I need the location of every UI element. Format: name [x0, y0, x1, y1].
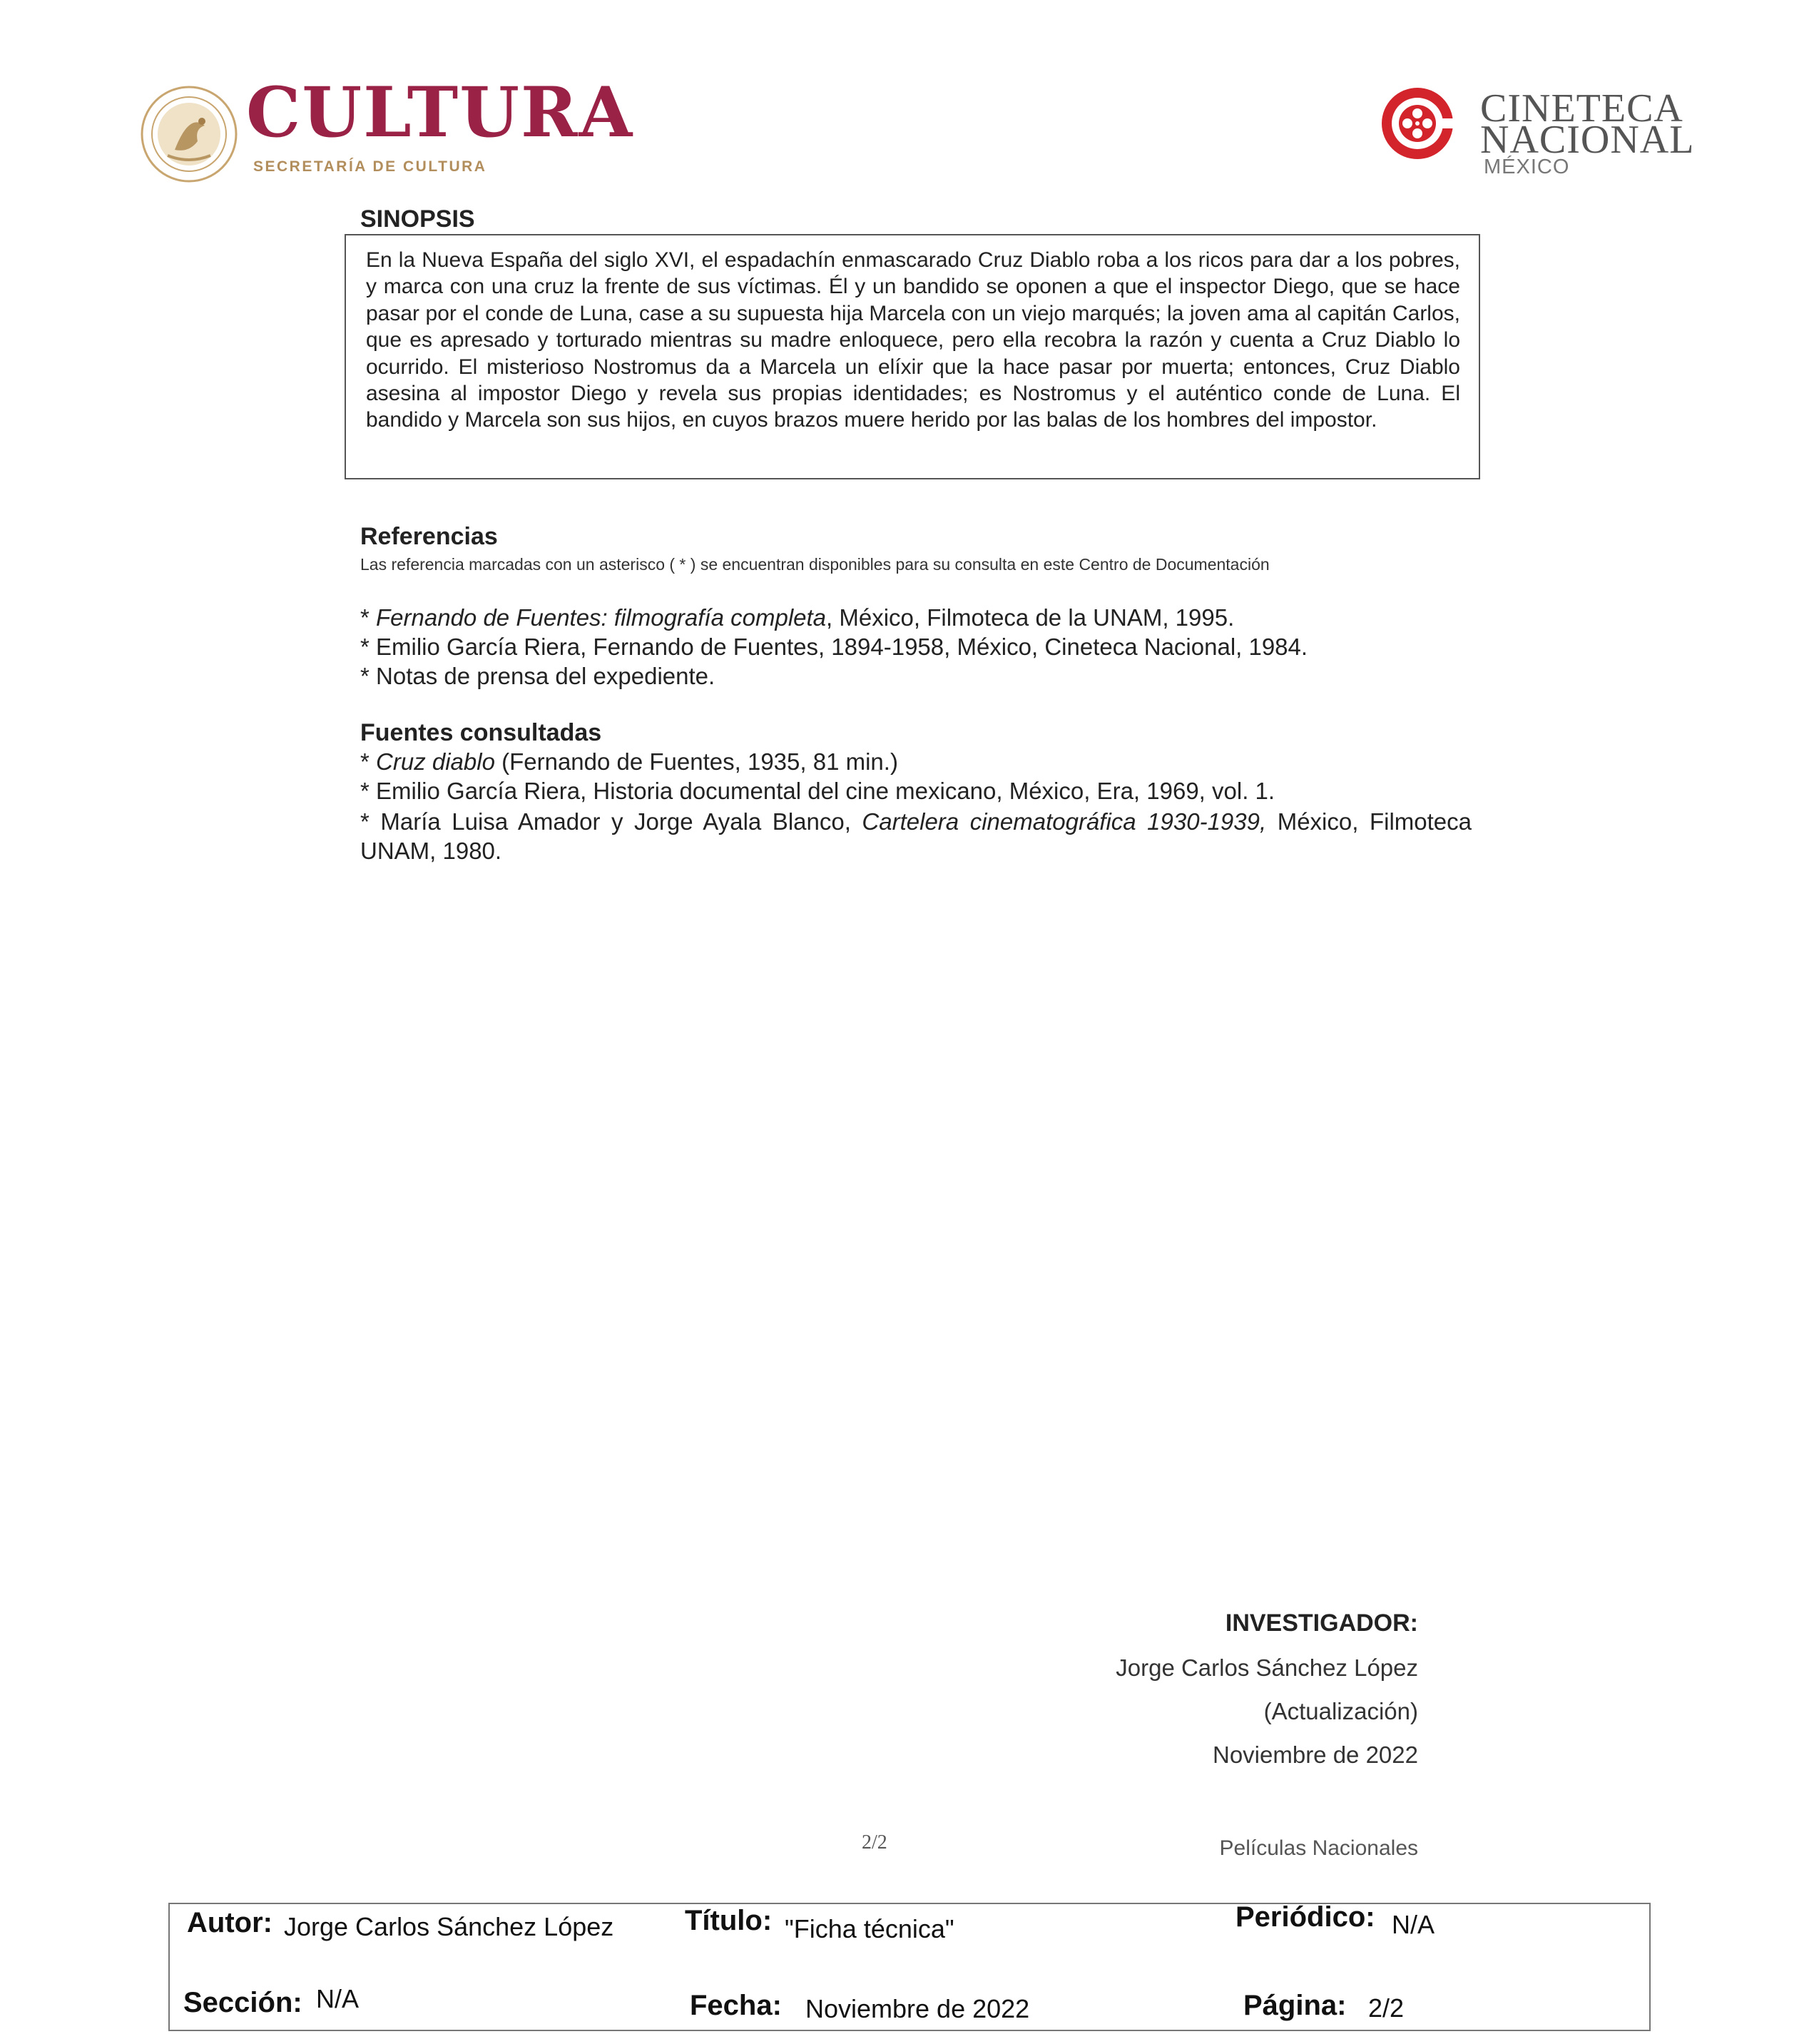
- fecha-label: Fecha:: [690, 1990, 782, 2021]
- pagina-value: 2/2: [1368, 1993, 1405, 2023]
- autor-value: Jorge Carlos Sánchez López: [284, 1912, 614, 1941]
- cultura-subtitle: SECRETARÍA DE CULTURA: [253, 158, 487, 175]
- periodico-value: N/A: [1392, 1910, 1435, 1939]
- collection-label: Películas Nacionales: [1219, 1836, 1418, 1860]
- source-item: * María Luisa Amador y Jorge Ayala Blanco, Cartelera cinematográfica 1930-1939, México, Filmoteca UNAM, 1980.: [360, 808, 1472, 864]
- referencias-note: Las referencia marcadas con un asterisco ( * ) se encuentran disponibles para su consulta en este Centro de Documentación: [360, 555, 1270, 574]
- page-number: 2/2: [862, 1831, 887, 1854]
- film-reel-logo-icon: [1378, 84, 1457, 163]
- reference-item: * Notas de prensa del expediente.: [360, 663, 715, 689]
- titulo-value: "Ficha técnica": [785, 1914, 954, 1943]
- pagina-label: Página:: [1243, 1990, 1347, 2021]
- investigador-label: INVESTIGADOR:: [1225, 1610, 1418, 1637]
- investigador-name: Jorge Carlos Sánchez López: [1116, 1654, 1418, 1681]
- source-item: * Cruz diablo (Fernando de Fuentes, 1935, 81 min.): [360, 748, 898, 775]
- fecha-value: Noviembre de 2022: [805, 1994, 1030, 2023]
- coat-of-arms-seal-icon: [139, 84, 239, 184]
- cineteca-title-line2: NACIONAL: [1480, 118, 1695, 162]
- sinopsis-box: [345, 234, 1480, 479]
- sinopsis-heading: SINOPSIS: [360, 205, 475, 233]
- investigador-update: (Actualización): [1263, 1698, 1418, 1724]
- autor-label: Autor:: [187, 1907, 272, 1938]
- cultura-logo-text: CULTURA: [246, 72, 634, 153]
- referencias-heading: Referencias: [360, 523, 498, 550]
- seccion-label: Sección:: [183, 1987, 302, 2018]
- investigador-date: Noviembre de 2022: [1212, 1742, 1418, 1768]
- seccion-value: N/A: [316, 1984, 360, 2013]
- reference-item: * Fernando de Fuentes: filmografía completa, México, Filmoteca de la UNAM, 1995.: [360, 604, 1235, 631]
- fuentes-heading: Fuentes consultadas: [360, 719, 602, 746]
- periodico-label: Periódico:: [1235, 1901, 1375, 1933]
- source-item: * Emilio García Riera, Historia documental del cine mexicano, México, Era, 1969, vol. 1.: [360, 778, 1275, 804]
- reference-item: * Emilio García Riera, Fernando de Fuentes, 1894-1958, México, Cineteca Nacional, 1984.: [360, 634, 1308, 660]
- sinopsis-text: En la Nueva España del siglo XVI, el espadachín enmascarado Cruz Diablo roba a los ricos para dar a los pobres, y marca con una cruz la frente de sus víctimas. Él y un bandido se oponen a que el inspector Diego, que se hace pasar por el conde de Luna, case a su supuesta hija Marcela con un viejo marqués; la joven ama al capitán Carlos, que es apresado y torturado mientras su madre enloquece, pero ella recobra la razón y cuenta a Cruz Diablo lo ocurrido. El misterioso Nostromus da a Marcela un elíxir que la hace pasar por muerta; entonces, Cruz Diablo asesina al impostor Diego y revela sus propias identidades; es Nostromus y el auténtico conde de Luna. El bandido y Marcela son sus hijos, en cuyos brazos muere herido por las balas de los hombres del impostor.: [366, 248, 1460, 432]
- titulo-label: Título:: [685, 1905, 773, 1936]
- cineteca-title-line1: CINETECA: [1480, 86, 1683, 131]
- cineteca-country: MÉXICO: [1484, 156, 1570, 178]
